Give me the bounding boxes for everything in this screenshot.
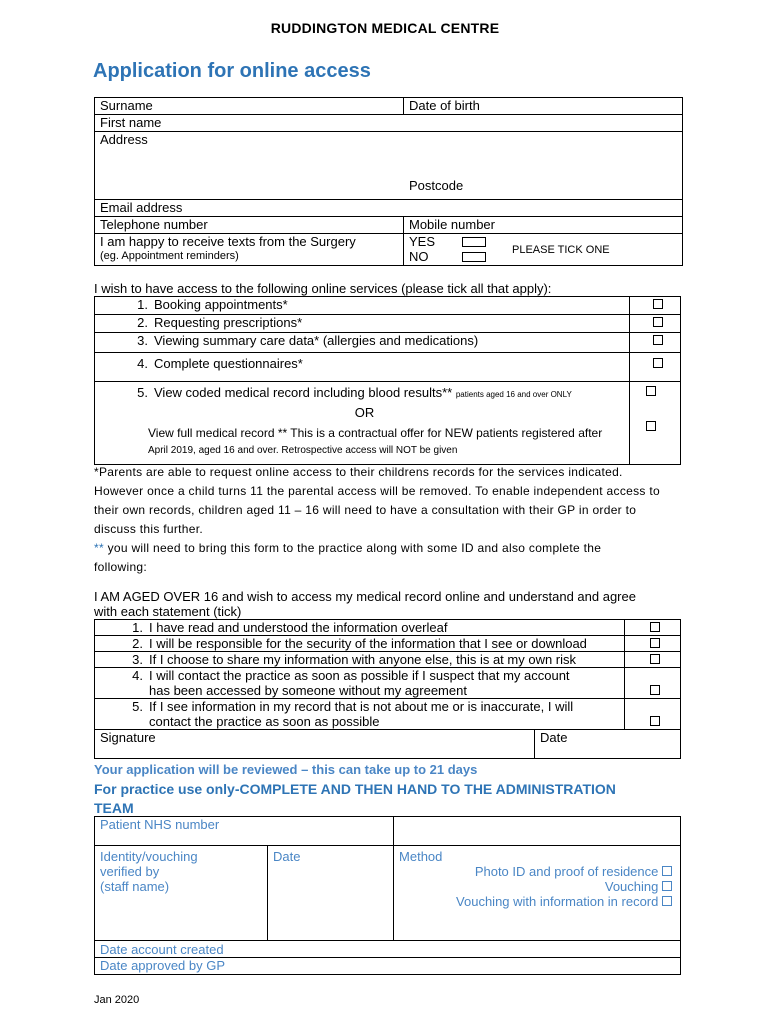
no-label: NO — [409, 249, 429, 264]
services-table: 1. Booking appointments* 2. Requesting prescriptions* 3. Viewing summary care data* (allergies and medications) 4. Complete questionnaires* 5. View coded medical record including blood results** patients aged 16 and over ONLY OR View full medical record ** This is a contractual offer for NEW patients registered after April 2019, aged 16 and over. Retrospective access will NOT be given — [94, 296, 681, 465]
service-booking-checkbox[interactable] — [653, 299, 663, 309]
first-name-field[interactable] — [95, 115, 683, 132]
mobile-field[interactable] — [404, 217, 683, 234]
services-intro: I wish to have access to the following online services (please tick all that apply): — [94, 281, 552, 296]
method-vouching-record: Vouching with information in record — [456, 894, 659, 909]
no-checkbox[interactable] — [462, 252, 486, 262]
signature-field[interactable] — [95, 730, 535, 759]
practice-use-table — [94, 816, 681, 975]
postcode-label: Postcode — [409, 178, 464, 193]
service-summary-care: Viewing summary care data* (allergies and medications) — [154, 333, 479, 348]
personal-details-table — [94, 97, 683, 266]
statement-share: If I choose to share my information with anyone else, this is at my own risk — [149, 652, 577, 667]
statement-contact-account-checkbox[interactable] — [650, 685, 660, 695]
yes-checkbox[interactable] — [462, 237, 486, 247]
yes-label: YES — [409, 234, 436, 249]
service-full-record-checkbox[interactable] — [646, 421, 656, 431]
nhs-number-label: Patient NHS number — [95, 817, 394, 846]
agreement-table: 1. I have read and understood the information overleaf 2. I will be responsible for the security of the information that I see or download 3. If I choose to share my information with anyone else, this is at my own risk 4. I will contact the practice as soon as possible if I suspect that my account has been accessed by someone without my agreement 5. If I see information in my record that is not about me or is inaccurate, I will contact the practice as soon as possible — [94, 619, 681, 730]
parents-note: *Parents are able to request online access to their childrens records for the services indicated. However once a child turns 11 the parental access will be removed. To enable independent access to their own records, children aged 11 – 16 will need to have a consultation with their GP in order to discuss this further. ** you will need to bring this form to the practice along with some ID and also complete the following: — [94, 465, 660, 574]
method-vouching: Vouching — [604, 879, 659, 894]
date-account-created[interactable]: Date account created — [95, 941, 681, 958]
review-note: Your application will be reviewed – this can take up to 21 days — [94, 762, 478, 777]
full-record-note: April 2019, aged 16 and over. Retrospective access will NOT be given — [148, 445, 458, 456]
texts-example: (eg. Appointment reminders) — [100, 250, 239, 262]
telephone-label: Telephone number — [100, 217, 208, 232]
method-label: Method — [399, 849, 443, 864]
or-label: OR — [354, 405, 375, 420]
service-coded-record: View coded medical record including blood results** — [154, 385, 453, 400]
method-photo-id: Photo ID and proof of residence — [474, 864, 659, 879]
signature-table — [94, 729, 681, 759]
email-field[interactable] — [95, 200, 683, 217]
identity-label: Identity/vouching verified by (staff name) — [95, 846, 268, 941]
service-coded-record-checkbox[interactable] — [646, 386, 656, 396]
statement-read-checkbox[interactable] — [650, 622, 660, 632]
agreement-intro: I AM AGED OVER 16 and wish to access my medical record online and understand and agree with each statement (tick) — [94, 589, 636, 619]
signature-date-label: Date — [540, 730, 568, 745]
date-approved-by-gp[interactable]: Date approved by GP — [95, 958, 681, 975]
surname-label: Surname — [100, 98, 153, 113]
statement-inaccurate: If I see information in my record that is not about me or is inaccurate, I will — [149, 699, 574, 714]
texts-label: I am happy to receive texts from the Surgery — [100, 234, 356, 249]
service-questionnaires: Complete questionnaires* — [154, 356, 303, 371]
footer-date: Jan 2020 — [94, 994, 140, 1006]
service-full-record: View full medical record ** This is a contractual offer for NEW patients registered after — [148, 426, 603, 440]
address-field[interactable] — [95, 132, 683, 200]
method-photo-id-checkbox[interactable] — [662, 866, 672, 876]
statement-contact-account: I will contact the practice as soon as possible if I suspect that my account — [149, 668, 570, 683]
nhs-number-field[interactable] — [394, 817, 681, 846]
signature-label: Signature — [100, 730, 156, 745]
service-questionnaires-checkbox[interactable] — [653, 358, 663, 368]
email-label: Email address — [100, 200, 183, 215]
service-booking: Booking appointments* — [154, 297, 288, 312]
service-prescriptions: Requesting prescriptions* — [154, 315, 303, 330]
identity-date-label: Date — [268, 846, 394, 941]
method-vouching-record-checkbox[interactable] — [662, 896, 672, 906]
id-note-stars: ** — [94, 541, 104, 555]
dob-field[interactable] — [404, 98, 683, 115]
service-summary-care-checkbox[interactable] — [653, 335, 663, 345]
statement-share-checkbox[interactable] — [650, 654, 660, 664]
telephone-field[interactable] — [95, 217, 404, 234]
address-label: Address — [100, 132, 148, 147]
dob-label: Date of birth — [409, 98, 480, 113]
surname-field[interactable] — [95, 98, 404, 115]
statement-security-checkbox[interactable] — [650, 638, 660, 648]
coded-record-age-note: patients aged 16 and over ONLY — [455, 390, 572, 399]
mobile-label: Mobile number — [409, 217, 495, 232]
tick-one-label: PLEASE TICK ONE — [512, 244, 610, 256]
id-note: you will need to bring this form to the practice along with some ID and also complete the — [103, 541, 602, 555]
practice-use-heading: For practice use only-COMPLETE AND THEN HAND TO THE ADMINISTRATION TEAM — [94, 781, 616, 816]
statement-security: I will be responsible for the security of the information that I see or download — [149, 636, 587, 651]
method-vouching-checkbox[interactable] — [662, 881, 672, 891]
statement-inaccurate-checkbox[interactable] — [650, 716, 660, 726]
first-name-label: First name — [100, 115, 162, 130]
signature-date-field[interactable] — [535, 730, 681, 759]
service-prescriptions-checkbox[interactable] — [653, 317, 663, 327]
page-title: Application for online access — [93, 60, 371, 82]
practice-name: RUDDINGTON MEDICAL CENTRE — [270, 20, 500, 36]
statement-read: I have read and understood the information overleaf — [149, 620, 448, 635]
